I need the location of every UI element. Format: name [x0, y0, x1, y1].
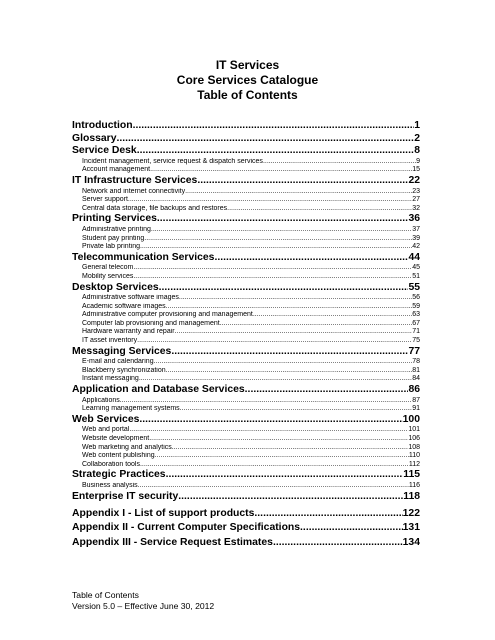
toc-subsection-entry[interactable] [72, 303, 420, 312]
toc-leader-dots [137, 337, 412, 346]
toc-page-number: 39 [412, 234, 420, 242]
toc-leader-dots [175, 328, 413, 337]
toc-section-entry[interactable] [72, 175, 420, 188]
toc-section-entry[interactable] [72, 521, 420, 535]
footer-title: Table of Contents [72, 590, 139, 600]
toc-page-number: 42 [412, 243, 420, 251]
toc-leader-dots [140, 461, 409, 470]
toc-subsection-entry[interactable] [72, 452, 420, 461]
toc-section-entry[interactable] [72, 133, 420, 146]
toc-subsection-entry[interactable] [72, 264, 420, 273]
toc-subsection-entry[interactable] [72, 358, 420, 367]
toc-leader-dots [220, 320, 412, 329]
toc-subsection-entry[interactable] [72, 205, 420, 214]
toc-page-number: 86 [408, 384, 420, 396]
toc-leader-dots [116, 133, 414, 146]
toc-entry-label: Academic software images [82, 302, 166, 310]
toc-entry-label: Applications [82, 396, 120, 404]
toc-page-number: 87 [412, 396, 420, 404]
toc-page-number: 118 [403, 490, 420, 502]
toc-entry-label: Administrative computer provisioning and management [82, 311, 253, 319]
toc-section-entry[interactable] [72, 414, 420, 427]
toc-page-number: 131 [402, 522, 420, 534]
toc-entry-label: Glossary [72, 132, 117, 144]
toc-leader-dots [263, 158, 416, 167]
toc-subsection-entry[interactable] [72, 196, 420, 205]
toc-entry-label: Enterprise IT security [72, 490, 179, 502]
toc-leader-dots [171, 346, 408, 359]
toc-leader-dots [166, 367, 413, 376]
toc-section-entry[interactable] [72, 491, 420, 504]
toc-leader-dots [197, 175, 408, 188]
toc-leader-dots [227, 205, 412, 214]
toc-leader-dots [300, 521, 403, 535]
toc-entry-label: Introduction [72, 120, 133, 131]
toc-leader-dots [133, 273, 412, 282]
toc-leader-dots [172, 444, 409, 453]
toc-leader-dots [179, 294, 412, 303]
toc-entry-label: Computer lab provisioning and management [82, 319, 220, 327]
toc-page-number: 32 [412, 204, 420, 212]
toc-page-number: 8 [414, 145, 420, 157]
toc-entry-label: Appendix II - Current Computer Specifications [72, 522, 301, 534]
toc-section-entry[interactable] [72, 469, 420, 482]
toc-page-number: 51 [412, 272, 420, 280]
title-line-1: IT Services [215, 58, 280, 72]
toc-page-number: 67 [412, 319, 420, 327]
toc-page-number: 115 [403, 469, 420, 481]
table-of-contents [72, 120, 420, 503]
toc-section-entry[interactable] [72, 536, 420, 550]
toc-leader-dots [149, 435, 408, 444]
toc-entry-label: General telecom [82, 264, 134, 272]
toc-entry-label: Application and Database Services [72, 384, 245, 396]
toc-leader-dots [150, 166, 412, 175]
toc-page-number: 37 [412, 225, 420, 233]
toc-leader-dots [128, 196, 412, 205]
toc-leader-dots [178, 491, 403, 504]
toc-leader-dots [129, 426, 408, 435]
toc-entry-label: Desktop Services [72, 281, 159, 293]
toc-section-entry[interactable] [72, 507, 420, 521]
toc-section-entry[interactable] [72, 213, 420, 226]
toc-subsection-entry[interactable] [72, 444, 420, 453]
toc-page-number: 45 [412, 264, 420, 272]
toc-leader-dots [144, 235, 412, 244]
toc-section-entry[interactable] [72, 120, 420, 133]
toc-entry-label: Web marketing and analytics [82, 443, 172, 451]
toc-subsection-entry[interactable] [72, 328, 420, 337]
toc-leader-dots [139, 375, 412, 384]
toc-page-number: 22 [408, 174, 420, 186]
toc-leader-dots [140, 243, 412, 252]
toc-leader-dots [139, 414, 402, 427]
toc-entry-label: Central data storage, file backups and restores [82, 204, 228, 212]
toc-entry-label: Administrative printing [82, 225, 151, 233]
toc-page-number: 134 [402, 536, 420, 548]
toc-leader-dots [166, 303, 413, 312]
toc-subsection-entry[interactable] [72, 158, 420, 167]
toc-section-entry[interactable] [72, 282, 420, 295]
document-title [0, 58, 495, 103]
toc-entry-label: Instant messaging [82, 375, 139, 383]
title-line-2: Core Services Catalogue [176, 73, 319, 87]
toc-subsection-entry[interactable] [72, 226, 420, 235]
toc-entry-label: Blackberry synchronization [82, 366, 166, 374]
toc-subsection-entry[interactable] [72, 461, 420, 470]
toc-leader-dots [155, 452, 409, 461]
toc-leader-dots [157, 213, 409, 226]
toc-entry-label: Server support [82, 196, 128, 204]
toc-entry-label: Web Services [72, 413, 140, 425]
toc-leader-dots [133, 120, 415, 133]
toc-subsection-entry[interactable] [72, 311, 420, 320]
toc-page-number: 59 [412, 302, 420, 310]
toc-page-number: 71 [412, 328, 420, 336]
toc-entry-label: Account management [82, 166, 151, 174]
toc-subsection-entry[interactable] [72, 367, 420, 376]
toc-entry-label: Collaboration tools [82, 460, 140, 468]
toc-leader-dots [253, 311, 412, 320]
toc-leader-dots [133, 264, 412, 273]
title-line-3: Table of Contents [197, 88, 298, 102]
toc-subsection-entry[interactable] [72, 294, 420, 303]
toc-page-number: 36 [408, 213, 420, 225]
toc-leader-dots [120, 397, 412, 406]
page-footer [72, 590, 214, 612]
toc-page-number: 122 [402, 508, 420, 519]
toc-entry-label: Printing Services [72, 213, 157, 225]
toc-leader-dots [151, 226, 412, 235]
toc-subsection-entry[interactable] [72, 273, 420, 282]
toc-subsection-entry[interactable] [72, 243, 420, 252]
toc-entry-label: Strategic Practices [72, 469, 166, 481]
toc-page-number: 44 [408, 251, 420, 263]
toc-leader-dots [185, 188, 412, 197]
toc-leader-dots [166, 469, 404, 482]
toc-page-number: 78 [412, 358, 420, 366]
toc-page-number: 110 [408, 452, 420, 460]
toc-subsection-entry[interactable] [72, 188, 420, 197]
toc-entry-label: Private lab printing [82, 243, 140, 251]
toc-page-number: 91 [412, 405, 420, 413]
toc-page-number: 100 [402, 413, 420, 425]
toc-page-number: 112 [408, 460, 420, 468]
toc-page-number: 77 [408, 345, 420, 357]
toc-entry-label: Service Desk [72, 145, 137, 157]
toc-entry-label: Appendix I - List of support products [72, 508, 255, 519]
toc-page-number: 116 [408, 481, 420, 489]
toc-page-number: 2 [414, 132, 420, 144]
footer-version: Version 5.0 – Effective June 30, 2012 [72, 601, 215, 611]
toc-subsection-entry[interactable] [72, 320, 420, 329]
toc-page-number: 108 [408, 443, 420, 451]
toc-leader-dots [273, 536, 403, 550]
toc-page-number: 23 [412, 187, 420, 195]
toc-subsection-entry[interactable] [72, 435, 420, 444]
toc-section-entry[interactable] [72, 384, 420, 397]
toc-page-number: 56 [412, 294, 420, 302]
toc-page-number: 1 [414, 120, 420, 131]
toc-subsection-entry[interactable] [72, 426, 420, 435]
toc-page-number: 81 [412, 366, 420, 374]
toc-subsection-entry[interactable] [72, 405, 420, 414]
toc-entry-label: Website development [82, 435, 150, 442]
toc-entry-label: Administrative software images [82, 294, 179, 302]
toc-leader-dots [254, 507, 402, 521]
toc-subsection-entry[interactable] [72, 337, 420, 346]
toc-subsection-entry[interactable] [72, 235, 420, 244]
toc-entry-label: Business analysis [82, 481, 138, 489]
appendix-list [72, 507, 420, 550]
toc-leader-dots [138, 482, 409, 491]
toc-leader-dots [180, 405, 413, 414]
toc-page-number: 75 [412, 337, 420, 345]
toc-subsection-entry[interactable] [72, 397, 420, 406]
toc-entry-label: Mobility services [82, 272, 134, 280]
toc-leader-dots [159, 282, 409, 295]
toc-entry-label: Incident management, service request & dispatch services [82, 157, 263, 165]
toc-page-number: 55 [408, 281, 420, 293]
toc-entry-label: Network and internet connectivity [82, 187, 186, 195]
toc-leader-dots [214, 252, 408, 265]
toc-entry-label: Telecommunication Services [72, 251, 215, 263]
toc-subsection-entry[interactable] [72, 482, 420, 491]
toc-page-number: 27 [412, 196, 420, 204]
toc-entry-label: Web and portal [82, 426, 130, 434]
toc-subsection-entry[interactable] [72, 375, 420, 384]
toc-leader-dots [154, 358, 413, 367]
toc-entry-label: Student pay printing [82, 234, 145, 242]
toc-entry-label: Learning management systems [82, 405, 180, 413]
toc-section-entry[interactable] [72, 346, 420, 359]
toc-entry-label: E-mail and calendaring [82, 358, 154, 366]
toc-section-entry[interactable] [72, 145, 420, 158]
toc-page-number: 101 [408, 426, 420, 434]
toc-page-number: 63 [412, 311, 420, 319]
toc-leader-dots [137, 145, 415, 158]
toc-entry-label: Appendix III - Service Request Estimates [72, 536, 273, 548]
toc-entry-label: IT asset inventory [82, 337, 138, 345]
toc-page-number: 84 [412, 375, 420, 383]
toc-page-number: 9 [416, 157, 420, 165]
toc-page-number: 15 [412, 166, 420, 174]
toc-entry-label: Hardware warranty and repair [82, 328, 175, 336]
toc-leader-dots [245, 384, 409, 397]
toc-section-entry[interactable] [72, 252, 420, 265]
toc-page-number: 106 [408, 435, 420, 442]
toc-entry-label: Web content publishing [82, 452, 155, 460]
toc-subsection-entry[interactable] [72, 166, 420, 175]
toc-entry-label: IT Infrastructure Services [72, 174, 198, 186]
toc-entry-label: Messaging Services [72, 345, 172, 357]
